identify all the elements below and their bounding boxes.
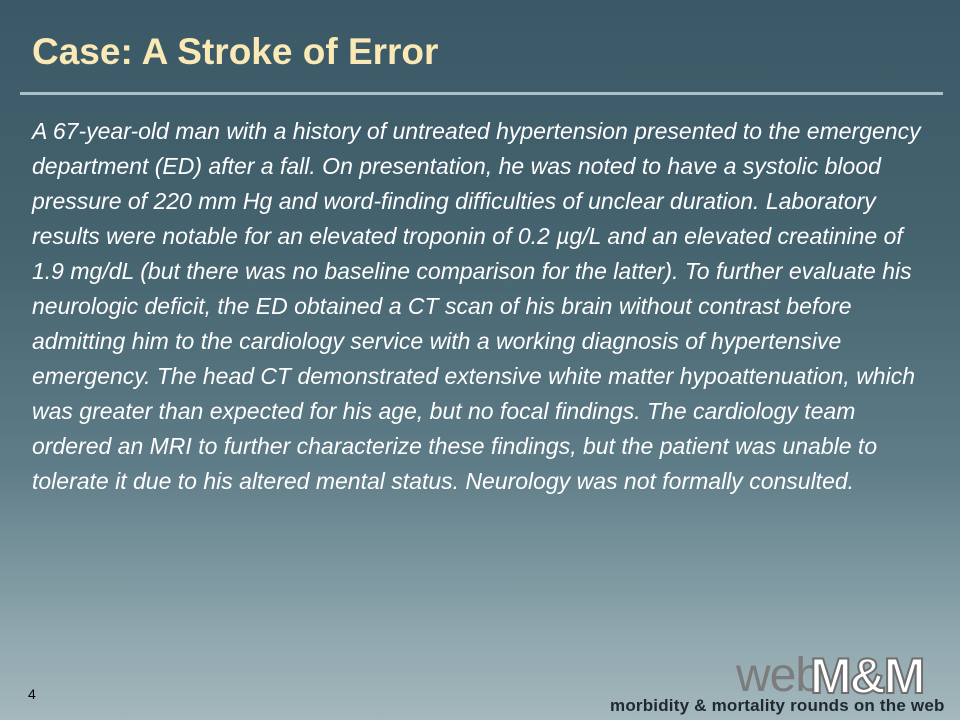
title-divider	[20, 92, 943, 95]
logo-web-text: web	[736, 649, 822, 702]
logo-mm-text: M&M	[810, 648, 924, 704]
logo-tagline: morbidity & mortality rounds on the web	[610, 696, 945, 715]
page-number: 4	[28, 686, 36, 702]
webmm-logo	[610, 648, 950, 718]
slide-title: Case: A Stroke of Error	[32, 31, 439, 72]
case-description: A 67-year-old man with a history of untreated hypertension presented to the emergency department (ED) after a fall. On presentation, he was noted to have a systolic blood pressure of 220 mm Hg and word-finding difficulties of unclear duration. Laboratory results were notable for an elevated troponin of 0.2 µg/L and an elevated creatinine of 1.9 mg/dL (but there was no baseline comparison for the latter). To further evaluate his neurologic deficit, the ED obtained a CT scan of his brain without contrast before admitting him to the cardiology service with a working diagnosis of hypertensive emergency. The head CT demonstrated extensive white matter hypoattenuation, which was greater than expected for his age, but no focal findings. The cardiology team ordered an MRI to further characterize these findings, but the patient was unable to tolerate it due to his altered mental status. Neurology was not formally consulted.	[32, 118, 921, 494]
